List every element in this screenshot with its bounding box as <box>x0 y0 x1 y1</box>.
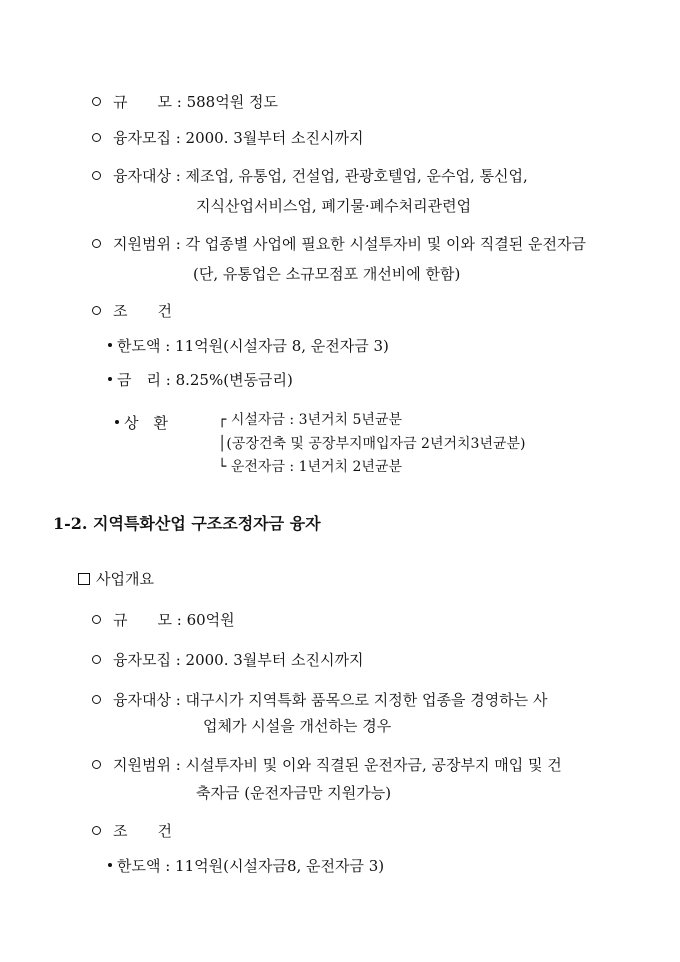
target-line: 융자대상 : 제조업, 유통업, 건설업, 관광호텔업, 운수업, 통신업, <box>92 166 528 186</box>
square-bullet-icon <box>78 573 90 585</box>
circle-bullet-icon <box>92 615 101 624</box>
scope-line-2-cont: 축자금 (운전자금만 지원가능) <box>196 784 392 802</box>
repay-line-2: │(공장건축 및 공장부지매입자금 2년거치3년균분) <box>218 436 526 452</box>
target-line-cont: 지식산업서비스업, 폐기물·폐수처리관련업 <box>196 197 472 215</box>
conditions-line: 조 건 <box>92 301 172 321</box>
circle-bullet-icon <box>92 239 101 248</box>
limit-line-2: 한도액 : 11억원(시설자금8, 운전자금 3) <box>108 856 384 876</box>
circle-bullet-icon <box>92 826 101 835</box>
circle-bullet-icon <box>92 760 101 769</box>
circle-bullet-icon <box>92 171 101 180</box>
conditions-line-2: 조 건 <box>92 821 172 841</box>
circle-bullet-icon <box>92 655 101 664</box>
scale-line-2: 규 모 : 60억원 <box>92 610 235 630</box>
target-line-2: 융자대상 : 대구시가 지역특화 품목으로 지정한 업종을 경영하는 사 <box>92 690 547 710</box>
recruit-line-2: 융자모집 : 2000. 3월부터 소진시까지 <box>92 650 364 670</box>
dot-bullet-icon <box>108 863 112 867</box>
scope-line: 지원범위 : 각 업종별 사업에 필요한 시설투자비 및 이와 직결된 운전자금 <box>92 234 586 254</box>
overview-line: 사업개요 <box>78 569 154 589</box>
limit-line: 한도액 : 11억원(시설자금 8, 운전자금 3) <box>108 336 389 356</box>
circle-bullet-icon <box>92 695 101 704</box>
circle-bullet-icon <box>92 133 101 142</box>
section-heading: 1-2. 지역특화산업 구조조정자금 융자 <box>53 514 321 533</box>
scale-line: 규 모 : 588억원 정도 <box>92 92 278 112</box>
interest-line: 금 리 : 8.25%(변동금리) <box>108 370 293 390</box>
circle-bullet-icon <box>92 97 101 106</box>
repay-line-1: ┌ 시설자금 : 3년거치 5년균분 <box>218 412 403 428</box>
scope-line-cont: (단, 유통업은 소규모점포 개선비에 한함) <box>193 265 461 283</box>
dot-bullet-icon <box>115 420 119 424</box>
circle-bullet-icon <box>92 306 101 315</box>
repay-label: 상 환 <box>115 413 168 433</box>
repay-line-3: └ 운전자금 : 1년거치 2년균분 <box>218 459 403 475</box>
scope-line-2: 지원범위 : 시설투자비 및 이와 직결된 운전자금, 공장부지 매입 및 건 <box>92 755 562 775</box>
recruit-line: 융자모집 : 2000. 3월부터 소진시까지 <box>92 128 364 148</box>
target-line-2-cont: 업체가 시설을 개선하는 경우 <box>203 717 392 735</box>
dot-bullet-icon <box>108 343 112 347</box>
dot-bullet-icon <box>108 377 112 381</box>
